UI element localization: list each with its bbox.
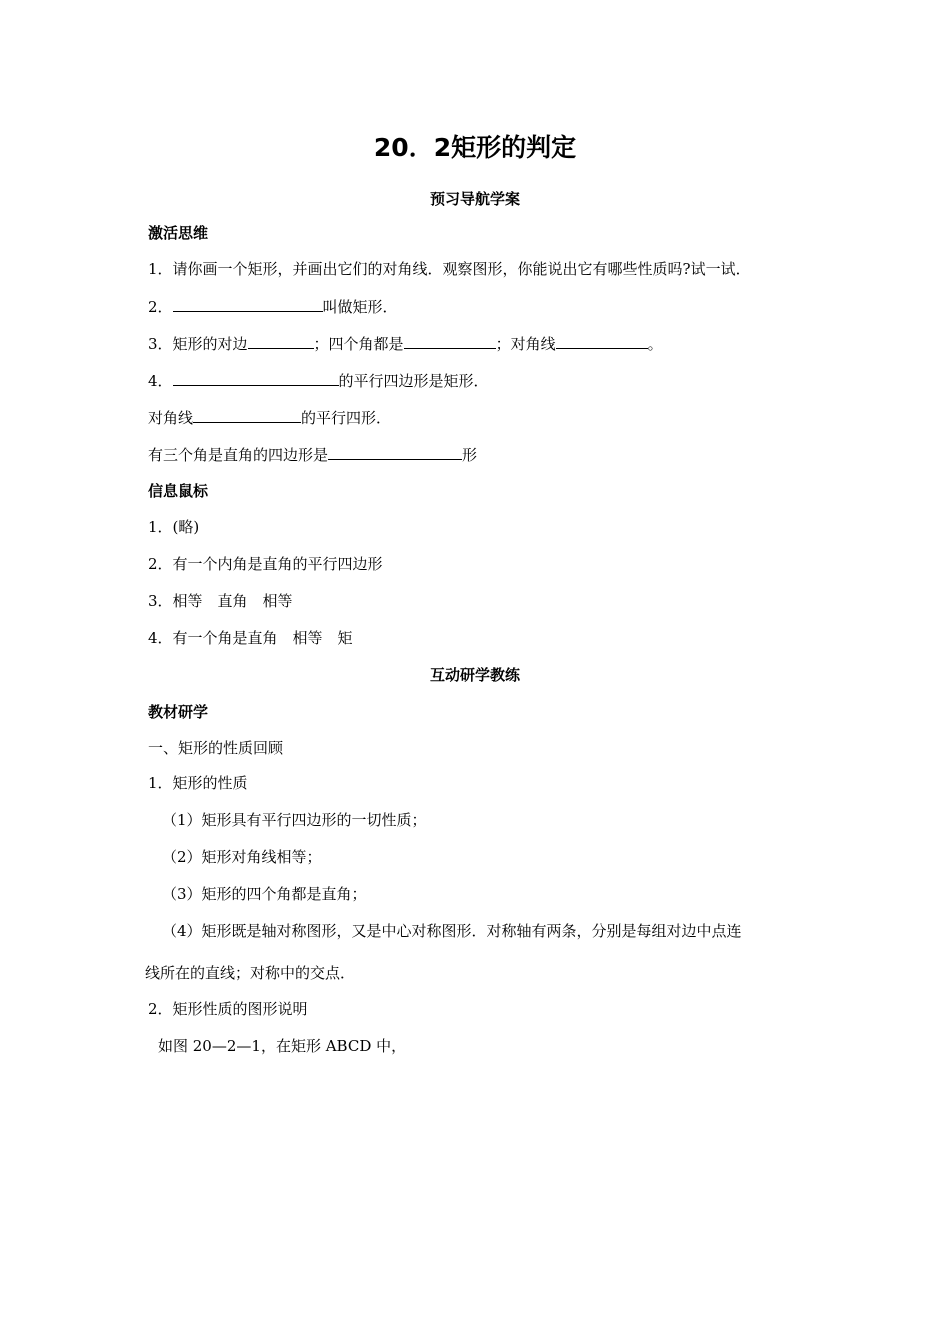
answer-blank[interactable] <box>556 332 648 349</box>
section-heading-preview: 预习导航学案 <box>429 190 520 208</box>
question-5-suffix: 的平行四形． <box>301 409 392 427</box>
property-1: （1）矩形具有平行四边形的一切性质； <box>162 811 427 829</box>
property-4-line-1: （4）矩形既是轴对称图形，又是中心对称图形．对称轴有两条，分别是每组对边中点连 <box>162 922 742 940</box>
answer-1: 1．(略) <box>148 518 200 536</box>
question-5 <box>148 406 391 429</box>
answer-blank[interactable] <box>173 295 323 312</box>
question-4-prefix: 4． <box>148 372 173 390</box>
question-4-suffix: 的平行四边形是矩形． <box>338 372 489 390</box>
question-6 <box>148 443 477 466</box>
subsection-heading-info: 信息鼠标 <box>148 482 209 500</box>
question-3-mid1: ；四个角都是 <box>313 335 404 353</box>
document-title: 20．2矩形的判定 <box>373 133 577 162</box>
question-3-mid2: ；对角线 <box>495 335 556 353</box>
answer-blank[interactable] <box>404 332 496 349</box>
question-2-prefix: 2． <box>148 298 173 316</box>
section-heading-interactive: 互动研学教练 <box>429 666 520 684</box>
question-6-suffix: 形 <box>462 446 478 464</box>
answer-4: 4．有一个角是直角 相等 矩 <box>148 629 353 647</box>
question-4 <box>148 369 489 392</box>
subsection-heading-activate: 激活思维 <box>148 224 209 242</box>
answer-blank[interactable] <box>173 369 339 386</box>
part-1-heading: 一、矩形的性质回顾 <box>148 739 284 757</box>
answer-blank[interactable] <box>328 443 462 460</box>
property-4-line-2: 线所在的直线；对称中的交点． <box>145 964 356 982</box>
property-3: （3）矩形的四个角都是直角； <box>162 885 367 903</box>
answer-3: 3．相等 直角 相等 <box>148 592 293 610</box>
question-3-suffix: 。 <box>647 335 663 353</box>
question-1: 1．请你画一个矩形，并画出它们的对角线．观察图形，你能说出它有哪些性质吗?试一试． <box>148 260 751 278</box>
subsection-heading-study: 教材研学 <box>148 703 209 721</box>
property-2: （2）矩形对角线相等； <box>162 848 322 866</box>
question-2 <box>148 295 398 318</box>
answer-blank[interactable] <box>193 406 301 423</box>
question-2-suffix: 叫做矩形． <box>322 298 398 316</box>
answer-2: 2．有一个内角是直角的平行四边形 <box>148 555 383 573</box>
figure-reference-line: 如图 20—2—1，在矩形 ABCD 中， <box>158 1037 407 1055</box>
question-5-prefix: 对角线 <box>148 409 194 427</box>
question-3-prefix: 3．矩形的对边 <box>148 335 248 353</box>
item-2-heading: 2．矩形性质的图形说明 <box>148 1000 308 1018</box>
item-1-heading: 1．矩形的性质 <box>148 774 248 792</box>
question-3 <box>148 332 663 355</box>
question-6-prefix: 有三个角是直角的四边形是 <box>148 446 329 464</box>
answer-blank[interactable] <box>248 332 314 349</box>
